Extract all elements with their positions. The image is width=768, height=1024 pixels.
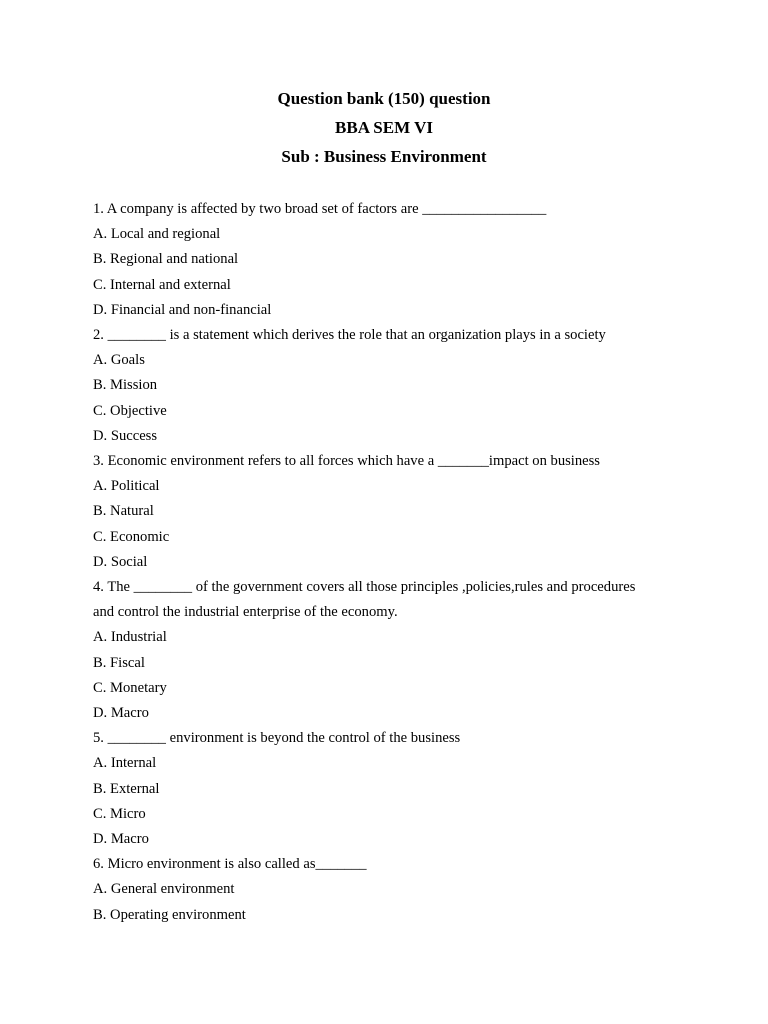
answer-option: C. Objective [93, 402, 167, 419]
answer-option: A. Internal [93, 755, 157, 772]
answer-option: A. General environment [93, 881, 235, 898]
answer-option: D. Financial and non-financial [93, 301, 272, 318]
answer-option: D. Success [93, 427, 158, 444]
answer-option: B. Operating environment [93, 906, 246, 923]
answer-option: C. Monetary [93, 679, 167, 696]
question-list [0, 197, 768, 928]
document-header [0, 84, 768, 171]
question-text: 2. ________ is a statement which derives the role that an organization plays in a society [93, 327, 606, 344]
answer-option: B. Natural [93, 503, 154, 520]
answer-option: B. Fiscal [93, 654, 145, 671]
question-text: 3. Economic environment refers to all forces which have a _______impact on business [93, 453, 600, 470]
course-label: BBA SEM VI [335, 118, 433, 137]
answer-option: C. Micro [93, 805, 146, 822]
question-text: 5. ________ environment is beyond the control of the business [93, 730, 461, 747]
answer-option: C. Internal and external [93, 276, 231, 293]
question-text: 1. A company is affected by two broad set of factors are _________________ [93, 201, 547, 217]
answer-option: A. Local and regional [93, 226, 221, 243]
answer-option: B. Regional and national [93, 251, 239, 268]
answer-option: A. Goals [93, 352, 145, 369]
answer-option: A. Political [93, 478, 160, 495]
answer-option: C. Economic [93, 528, 170, 545]
answer-option: D. Macro [93, 705, 149, 722]
subject-label: Sub : Business Environment [281, 147, 487, 166]
answer-option: A. Industrial [93, 629, 167, 646]
question-continuation: and control the industrial enterprise of the economy. [93, 604, 398, 621]
document-title: Question bank (150) question [277, 89, 491, 108]
answer-option: D. Macro [93, 831, 149, 848]
answer-option: D. Social [93, 553, 148, 570]
answer-option: B. External [93, 780, 160, 797]
question-text: 4. The ________ of the government covers all those principles ,policies,rules and procedures [93, 579, 636, 596]
answer-option: B. Mission [93, 377, 158, 394]
question-text: 6. Micro environment is also called as_______ [93, 856, 367, 873]
